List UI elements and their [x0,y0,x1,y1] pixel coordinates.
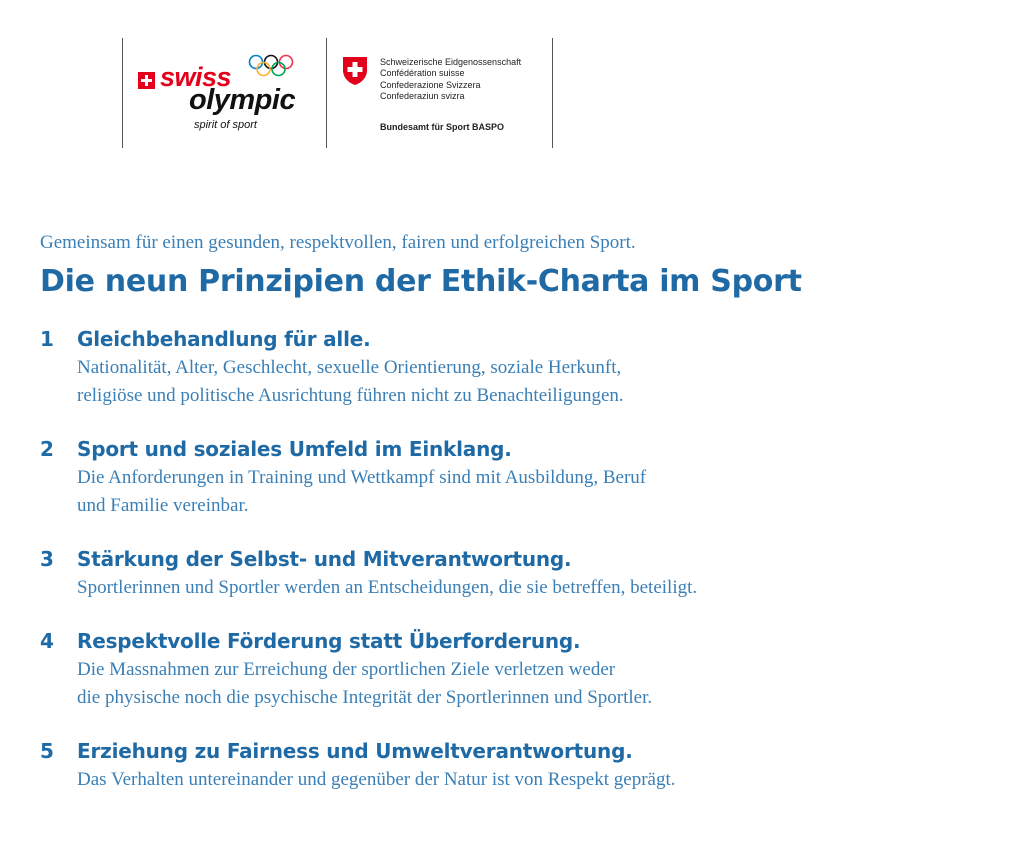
divider-left [122,38,123,148]
confederation-line: Confederaziun svizra [380,91,465,102]
principle-body [77,324,1000,410]
principle-item [40,434,1000,520]
logo-word-olympic: olympic [189,84,296,116]
principle-number: 1 [40,327,54,351]
baspo-logo [342,52,547,137]
principle-number: 2 [40,437,54,461]
intro-text: Gemeinsam für einen gesunden, respektvollen, fairen und erfolgreichen Sport. [40,232,636,253]
principle-number: 4 [40,629,54,653]
principle-description-line: religiöse und politische Ausrichtung führen nicht zu Benachteiligungen. [77,385,624,406]
principle-number: 3 [40,547,54,571]
principles-list [40,324,1000,794]
principle-description-line: Die Anforderungen in Training und Wettkampf sind mit Ausbildung, Beruf [77,467,647,488]
principle-description-line: Die Massnahmen zur Erreichung der sportlichen Ziele verletzen weder [77,659,616,680]
principle-number: 5 [40,739,54,763]
office-name: Bundesamt für Sport BASPO [380,122,505,132]
principle-item [40,626,1000,712]
olympic-rings-icon [247,54,297,80]
principle-description-line: Nationalität, Alter, Geschlecht, sexuelle Orientierung, soziale Herkunft, [77,357,622,378]
principle-body [77,626,1000,712]
principle-title: Sport und soziales Umfeld im Einklang. [77,437,512,461]
confederation-line: Confédération suisse [380,68,465,79]
principle-body [77,434,1000,520]
confederation-line: Confederazione Svizzera [380,79,481,90]
principle-title: Respektvolle Förderung statt Überforderung. [77,629,581,653]
principle-body [77,544,1000,602]
principle-description-line: und Familie vereinbar. [77,495,249,516]
swiss-cross-icon [138,72,155,89]
principle-description-line: Das Verhalten untereinander und gegenüber der Natur ist von Respekt geprägt. [77,769,676,790]
principle-item [40,736,1000,794]
principle-description-line: Sportlerinnen und Sportler werden an Entscheidungen, die sie betreffen, beteiligt. [77,577,698,598]
page-title: Die neun Prinzipien der Ethik-Charta im Sport [40,264,802,299]
principle-title: Erziehung zu Fairness und Umweltverantwortung. [77,739,633,763]
divider-right [552,38,553,148]
principle-item [40,324,1000,410]
principle-title: Gleichbehandlung für alle. [77,327,371,351]
principle-body [77,736,1000,794]
charter-content [40,230,1000,818]
principle-description-line: die physische noch die psychische Integrität der Sportlerinnen und Sportler. [77,687,653,708]
logo-word-swiss: swiss [160,62,232,92]
logo-header [0,0,1024,160]
swiss-olympic-logo [138,52,318,137]
confederation-names [380,57,521,103]
divider-middle [326,38,327,148]
principle-title: Stärkung der Selbst- und Mitverantwortung. [77,547,572,571]
principle-item [40,544,1000,602]
confederation-line: Schweizerische Eidgenossenschaft [380,57,522,67]
logo-tagline: spirit of sport [194,119,257,131]
swiss-shield-icon [342,56,368,86]
